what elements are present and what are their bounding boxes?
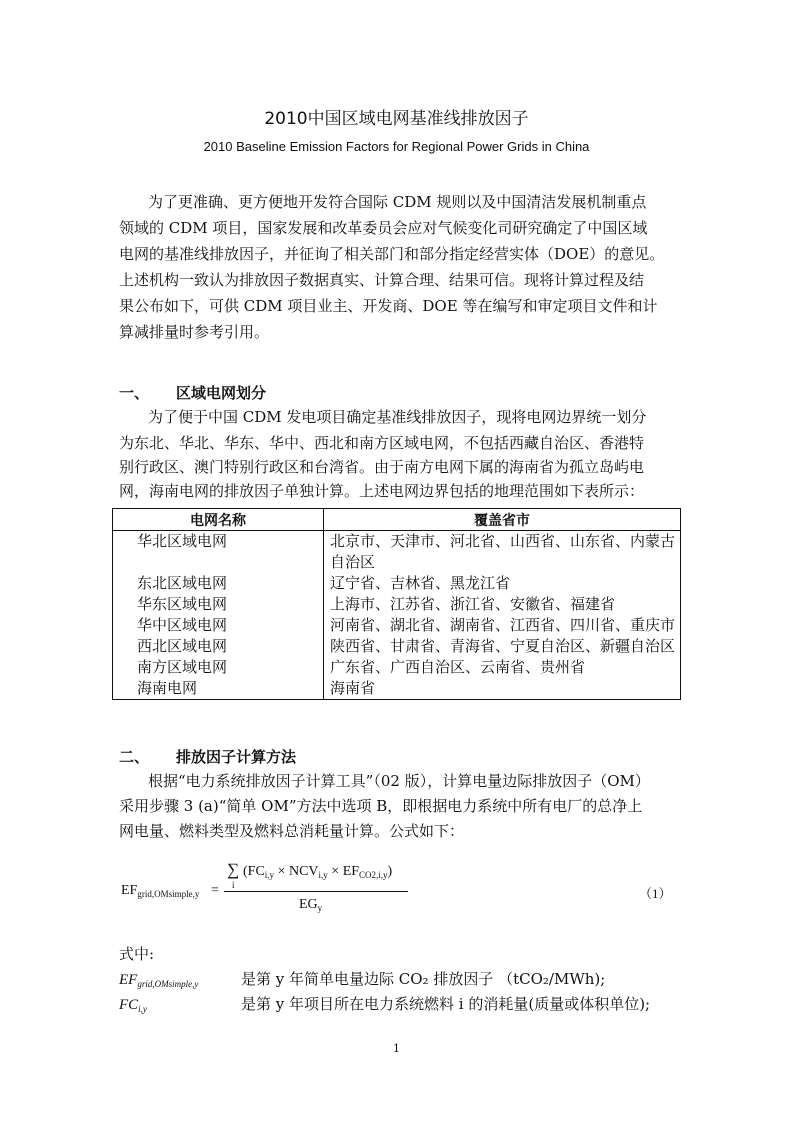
denominator-eg-sub: y (317, 903, 323, 913)
coverage-cell (324, 531, 681, 574)
definition-text: 是第 y 年简单电量边际 CO₂ 排放因子 （tCO₂/MWh); (241, 970, 606, 988)
coverage-cell: 广东省、广西自治区、云南省、贵州省 (324, 657, 681, 678)
table-row (113, 636, 681, 657)
sum-index: i (232, 880, 235, 890)
numerator-ef-sub: CO2,i,y (359, 870, 388, 880)
numerator-ncv: × NCV (274, 864, 319, 879)
coverage-cell: 辽宁省、吉林省、黑龙江省 (324, 573, 681, 594)
formula-lhs-symbol: EF (121, 883, 138, 898)
sum-symbol: ∑ (227, 860, 240, 879)
page-number: 1 (393, 1042, 400, 1055)
page-title: 2010中国区域电网基准线排放因子 (264, 109, 529, 129)
coverage-text-cont: 自治区 (330, 553, 376, 571)
section1-line: 别行政区、澳门特别行政区和台湾省。由于南方电网下属的海南省为孤立岛屿电 (119, 458, 645, 476)
grid-coverage-table (112, 508, 681, 700)
intro-line: 领域的 CDM 项目，国家发展和改革委员会应对气候变化司研究确定了中国区域 (119, 219, 648, 237)
table-row (113, 531, 681, 574)
section1-line: 网，海南电网的排放因子单独计算。上述电网边界包括的地理范围如下表所示： (119, 482, 645, 500)
section1-number: 一、 (119, 384, 150, 402)
grid-name-cell: 海南电网 (113, 678, 324, 700)
intro-line: 果公布如下，可供 CDM 项目业主、开发商、DOE 等在编写和审定项目文件和计 (119, 297, 658, 315)
table-row (113, 573, 681, 594)
grid-name-cell: 华东区域电网 (113, 594, 324, 615)
definition-text: 是第 y 年项目所在电力系统燃料 i 的消耗量(质量或体积单位); (241, 995, 651, 1013)
numerator-ef: × EF (327, 864, 360, 879)
section2-line: 网电量、燃料类型及燃料总消耗量计算。公式如下： (119, 822, 465, 840)
formula-lhs-subscript: grid,OMsimple,y (137, 889, 200, 899)
numerator-ncv-sub: i,y (318, 870, 328, 880)
coverage-cell: 陕西省、甘肃省、青海省、宁夏自治区、新疆自治区 (324, 636, 681, 657)
grid-name-cell: 南方区域电网 (113, 657, 324, 678)
section2-heading: 排放因子计算方法 (176, 748, 297, 766)
grid-name-cell: 西北区域电网 (113, 636, 324, 657)
coverage-cell: 海南省 (324, 678, 681, 700)
section1-line: 为东北、华北、华东、华中、西北和南方区域电网，不包括西藏自治区、香港特 (119, 434, 645, 452)
where-label: 式中: (119, 945, 155, 963)
formula-number: （1） (639, 886, 672, 901)
definition-row (119, 993, 650, 1014)
coverage-cell: 上海市、江苏省、浙江省、安徽省、福建省 (324, 594, 681, 615)
grid-name-cell: 华中区域电网 (113, 615, 324, 636)
coverage-cell: 河南省、湖北省、湖南省、江西省、四川省、重庆市 (324, 615, 681, 636)
equals-sign: = (211, 883, 219, 898)
formula-numerator (243, 864, 392, 880)
table-header-coverage: 覆盖省市 (324, 509, 681, 531)
section2-line: 根据“电力系统排放因子计算工具”（02 版），计算电量边际排放因子（OM） (148, 772, 650, 790)
section2-number: 二、 (119, 748, 150, 766)
table-row (113, 594, 681, 615)
table-row (113, 615, 681, 636)
numerator-fc-sub: i,y (264, 870, 275, 880)
table-header-grid-name: 电网名称 (113, 509, 324, 531)
numerator-fc: (FC (243, 864, 265, 879)
grid-name-cell: 华北区域电网 (113, 531, 324, 574)
fraction-bar (224, 891, 408, 892)
intro-line: 算减排量时参考引用。 (119, 323, 270, 341)
section2-line: 采用步骤 3 (a)“简单 OM”方法中选项 B，即根据电力系统中所有电厂的总净上 (119, 797, 643, 815)
intro-line: 上述机构一致认为排放因子数据真实、计算合理、结果可信。现将计算过程及结 (119, 271, 645, 289)
section1-line: 为了便于中国 CDM 发电项目确定基准线排放因子，现将电网边界统一划分 (148, 408, 647, 426)
section1-heading: 区域电网划分 (176, 384, 267, 402)
intro-line: 为了更准确、更方便地开发符合国际 CDM 规则以及中国清洁发展机制重点 (148, 193, 647, 211)
definition-symbol: $FC_{i,y}$ (119, 997, 147, 1014)
denominator-eg: EG (299, 897, 318, 912)
formula-lhs (121, 883, 199, 899)
page-subtitle: 2010 Baseline Emission Factors for Regional Power Grids in China (203, 139, 590, 154)
formula-denominator (299, 897, 322, 913)
table-header-row (113, 509, 681, 531)
coverage-text: 北京市、天津市、河北省、山西省、山东省、内蒙古 (330, 532, 676, 550)
table-row (113, 657, 681, 678)
numerator-close: ) (387, 864, 393, 879)
intro-line: 电网的基准线排放因子，并征询了相关部门和部分指定经营实体（DOE）的意见。 (119, 245, 665, 263)
definition-row (119, 968, 605, 989)
table-row (113, 678, 681, 700)
definition-symbol: $EF_{grid,OMsimple,y}$ (119, 972, 199, 989)
grid-name-cell: 东北区域电网 (113, 573, 324, 594)
